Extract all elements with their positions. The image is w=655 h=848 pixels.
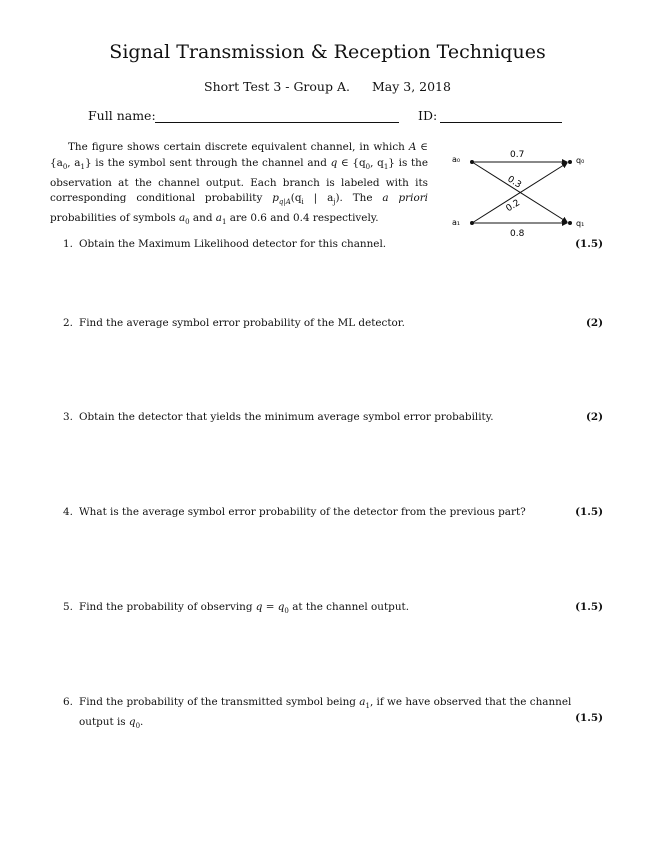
test-label: Short Test 3 - Group A.	[204, 79, 350, 94]
node-q0	[568, 160, 572, 164]
points-badge: (1.5)	[575, 712, 603, 724]
channel-diagram	[440, 140, 600, 240]
points-badge: (1.5)	[575, 506, 603, 518]
prob-a0-q0: 0.7	[510, 150, 525, 160]
label-a0: a₀	[452, 155, 461, 164]
test-date: May 3, 2018	[371, 79, 451, 94]
id-field[interactable]	[440, 122, 562, 123]
prob-a1-q0: 0.2	[504, 198, 522, 215]
prob-a1-q1: 0.8	[510, 229, 525, 239]
label-q0: q₀	[576, 156, 585, 165]
points-badge: (2)	[585, 317, 603, 329]
node-a1	[470, 221, 474, 225]
points-badge: (1.5)	[575, 601, 603, 613]
test-subtitle	[0, 79, 655, 94]
prob-a0-q1: 0.3	[505, 174, 523, 191]
edge-a1-q0	[472, 163, 567, 223]
node-q1	[568, 221, 572, 225]
label-q1: q₁	[576, 219, 585, 228]
label-a1: a₁	[452, 218, 461, 227]
full-name-field[interactable]	[155, 122, 399, 123]
edge-a0-q1	[472, 162, 567, 222]
points-badge: (2)	[585, 411, 603, 423]
id-label: ID:	[418, 108, 438, 123]
page-title: Signal Transmission & Reception Techniques	[109, 41, 546, 63]
intro-paragraph: The figure shows certain discrete equivalent channel, in which A ∈ {$a_0$, $a_1$} is the symbol sent through the channel and q ∈ {$q_0$, $q_1$} is the observation at the channel output. Each branch is labeled with its corresponding conditional probability $p_{q|A}(q_i$ | $a_j$). The a priori probabilities of symbols $a_0$ and $a_1$ are 0.6 and 0.4 respectively.	[50, 141, 429, 227]
node-a0	[470, 160, 474, 164]
full-name-label: Full name:	[88, 108, 156, 123]
points-badge: (1.5)	[575, 238, 603, 250]
